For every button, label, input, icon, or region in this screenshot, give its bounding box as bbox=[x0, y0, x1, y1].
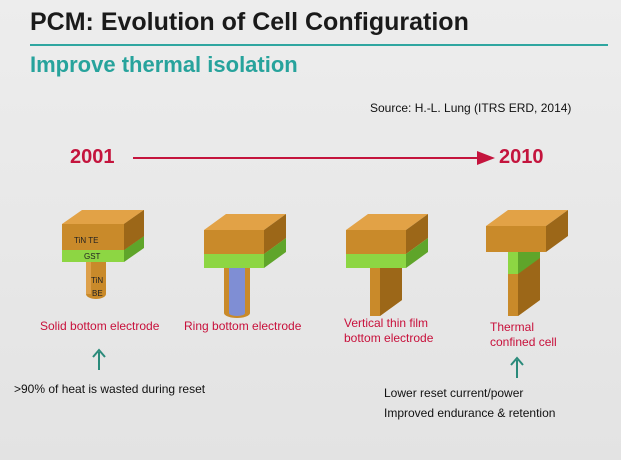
slide-title: PCM: Evolution of Cell Configuration bbox=[30, 8, 469, 36]
label-tin-te: TiN TE bbox=[74, 236, 99, 245]
caption-thermal-confined-line2: confined cell bbox=[490, 335, 557, 349]
start-year: 2001 bbox=[70, 146, 115, 168]
note-improvements bbox=[384, 383, 555, 423]
cell-thermal-confined bbox=[486, 210, 568, 316]
caption-thermal-confined-line1: Thermal bbox=[490, 320, 535, 334]
end-year: 2010 bbox=[499, 146, 544, 168]
note-improvements-line2: Improved endurance & retention bbox=[384, 406, 556, 420]
label-gst: GST bbox=[84, 252, 101, 261]
up-arrow-icon bbox=[92, 348, 106, 370]
cell-vertical-thin-film bbox=[346, 214, 428, 316]
note-heat-wasted: >90% of heat is wasted during reset bbox=[14, 382, 206, 396]
caption-vertical-thin-film-line1: Vertical thin film bbox=[344, 316, 429, 330]
caption-vertical-thin-film-line2: bottom electrode bbox=[344, 331, 434, 345]
label-tin-be-line1: TiN bbox=[91, 276, 104, 285]
cell-solid-bottom-electrode bbox=[62, 210, 144, 299]
up-arrow-icon bbox=[510, 356, 524, 378]
source-citation: Source: H.-L. Lung (ITRS ERD, 2014) bbox=[370, 101, 572, 115]
slide-subtitle: Improve thermal isolation bbox=[30, 52, 298, 77]
caption-thermal-confined bbox=[490, 320, 557, 350]
note-improvements-line1: Lower reset current/power bbox=[384, 386, 524, 400]
caption-vertical-thin-film bbox=[344, 316, 433, 346]
caption-ring-bottom-electrode: Ring bottom electrode bbox=[184, 319, 302, 333]
label-tin-be-line2: BE bbox=[92, 289, 103, 298]
cell-ring-bottom-electrode bbox=[204, 214, 286, 318]
caption-solid-bottom-electrode: Solid bottom electrode bbox=[40, 319, 160, 333]
